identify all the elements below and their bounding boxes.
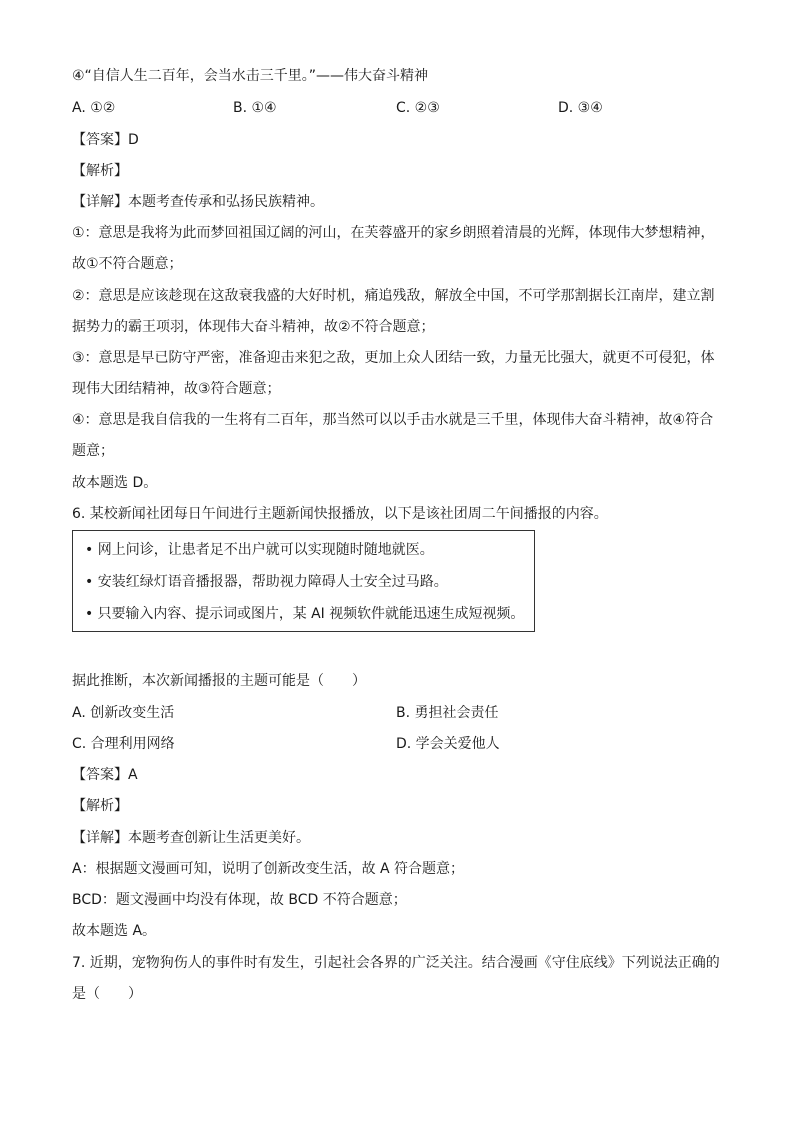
q6-stem: 6. 某校新闻社团每日午间进行主题新闻快报播放，以下是该社团周二午间播报的内容。 [72, 506, 608, 522]
q6-option-a: A. 创新改变生活 [72, 705, 175, 721]
q5-explain-line: 题意； [72, 443, 114, 459]
q5-explain-line: 故本题选 D。 [72, 475, 158, 491]
q6-option-c: C. 合理利用网络 [72, 736, 175, 752]
q7-stem-line1: 7. 近期，宠物狗伤人的事件时有发生，引起社会各界的广泛关注。结合漫画《守住底线》下列说法正确的 [72, 955, 720, 971]
q6-news-box [72, 530, 535, 632]
q6-news-item: • 安装红绿灯语音播报器，帮助视力障碍人士安全过马路。 [85, 574, 448, 590]
q6-news-item: • 网上问诊，让患者足不出户就可以实现随时随地就医。 [85, 542, 434, 558]
q5-explain-line: ①：意思是我将为此而梦回祖国辽阔的河山，在芙蓉盛开的家乡朗照着清晨的光辉，体现伟大梦想精神， [72, 225, 715, 241]
q5-explain-line: 故①不符合题意； [72, 256, 183, 272]
q5-analysis-label: 【解析】 [72, 163, 128, 179]
q6-analysis-label: 【解析】 [72, 798, 128, 814]
q6-explain-line: BCD：题文漫画中均没有体现，故 BCD 不符合题意； [72, 892, 407, 908]
q5-detail: 【详解】本题考查传承和弘扬民族精神。 [72, 194, 324, 210]
q5-explain-line: ④：意思是我自信我的一生将有二百年，那当然可以以手击水就是三千里，体现伟大奋斗精神，故④符合 [72, 412, 714, 428]
q5-answer: 【答案】D [72, 132, 139, 148]
q6-explain-line: A：根据题文漫画可知，说明了创新改变生活，故 A 符合题意； [72, 861, 465, 877]
q6-option-d: D. 学会关爱他人 [396, 736, 500, 752]
q5-option-d: D. ③④ [558, 100, 603, 116]
q6-question: 据此推断，本次新闻播报的主题可能是（ ） [72, 673, 366, 689]
q5-explain-line: ②：意思是应该趁现在这敌衰我盛的大好时机，痛追残敌，解放全中国，不可学那割据长江南岸，建立割 [72, 288, 715, 304]
q6-explain-line: 故本题选 A。 [72, 923, 157, 939]
q5-explain-line: 现伟大团结精神，故③符合题意； [72, 381, 281, 397]
q6-option-b: B. 勇担社会责任 [396, 705, 499, 721]
q5-explain-line: ③：意思是早已防守严密，准备迎击来犯之敌，更加上众人团结一致，力量无比强大，就更不可侵犯，体 [72, 350, 715, 366]
q6-news-item: • 只要输入内容、提示词或图片，某 AI 视频软件就能迅速生成短视频。 [85, 606, 525, 622]
q5-explain-line: 据势力的霸王项羽，体现伟大奋斗精神，故②不符合题意； [72, 319, 435, 335]
q7-stem-line2: 是（ ） [72, 986, 142, 1002]
q5-option-a: A. ①② [72, 100, 116, 116]
q6-detail: 【详解】本题考查创新让生活更美好。 [72, 830, 310, 846]
q5-item4: ④“自信人生二百年，会当水击三千里。”——伟大奋斗精神 [72, 68, 429, 84]
q5-option-b: B. ①④ [233, 100, 277, 116]
q6-answer: 【答案】A [72, 767, 138, 783]
q5-option-c: C. ②③ [396, 100, 440, 116]
